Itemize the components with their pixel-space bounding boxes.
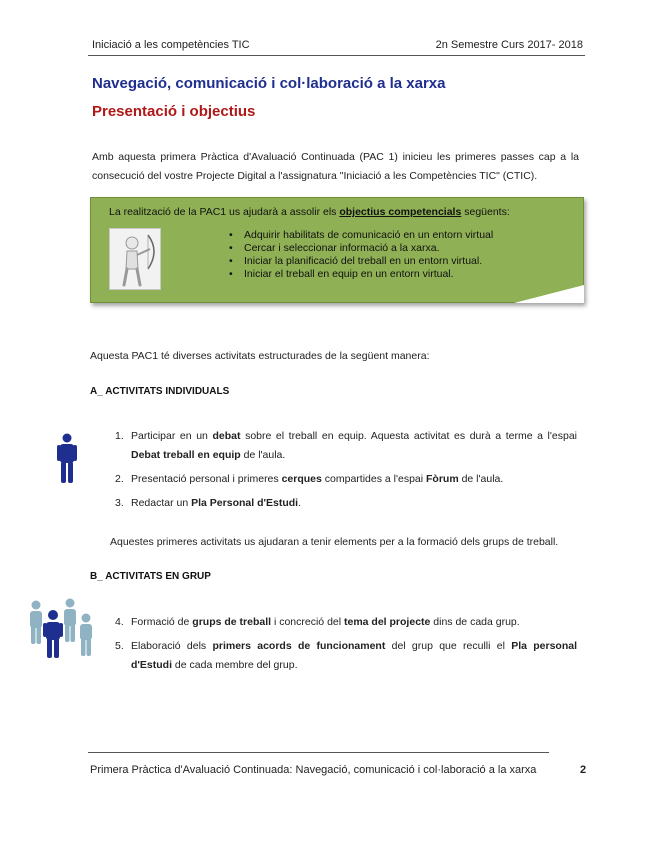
item-number: 1. — [115, 430, 124, 442]
header-course-title: Iniciació a les competències TIC — [92, 39, 250, 51]
objectives-intro: La realització de la PAC1 us ajudarà a assolir els objectius competencials següents: — [109, 206, 510, 218]
bold-text: primers acords de funcionament — [212, 640, 386, 652]
text-segment: sobre el treball en equip. Aquesta activitat es durà a terme a l'espai — [240, 430, 577, 442]
footer-divider — [88, 752, 549, 753]
item-number: 4. — [115, 616, 124, 628]
group-icon — [27, 598, 99, 665]
bold-text: Fòrum — [426, 473, 459, 485]
bold-text: grups de treball — [192, 616, 272, 628]
text-segment: de l'aula. — [458, 473, 504, 485]
bold-text: tema del projecte — [344, 616, 431, 628]
text-segment: Elaboració dels — [131, 640, 213, 652]
bold-text: Debat treball en equip — [131, 449, 241, 461]
text-segment: compartides a l'espai — [321, 473, 426, 485]
bold-text: cerques — [281, 473, 322, 485]
list-item: • Adquirir habilitats de comunicació en un entorn virtual — [229, 229, 493, 242]
bold-text: Pla Personal d'Estudi — [191, 497, 299, 509]
header-divider — [88, 55, 585, 56]
archer-figure-icon — [109, 228, 161, 290]
section-title: Presentació i objectius — [92, 103, 256, 120]
activity-item-4 — [131, 613, 577, 632]
section-a-closing: Aquestes primeres activitats us ajudaran a tenir elements per a la formació dels grups de treball. — [110, 536, 559, 548]
bold-text: Pla personal d'Estudi — [131, 640, 577, 671]
page-number: 2 — [580, 764, 587, 776]
activity-item-5 — [131, 637, 577, 675]
text-segment: dins de cada grup. — [430, 616, 520, 628]
item-number: 5. — [115, 640, 124, 652]
item-number: 3. — [115, 497, 124, 509]
text-segment: i concreció del — [271, 616, 344, 628]
text-segment: Formació de — [131, 616, 193, 628]
intro-paragraph: Amb aquesta primera Pràctica d'Avaluació Continuada (PAC 1) inicieu les primeres passes cap a la consecució del vostre Projecte Digital a l'assignatura "Iniciació a les Competències TIC" (CTIC). — [92, 151, 579, 182]
page-curl — [514, 285, 584, 303]
list-item: • Iniciar el treball en equip en un entorn virtual. — [229, 268, 493, 281]
structure-intro: Aquesta PAC1 té diverses activitats estructurades de la següent manera: — [90, 350, 430, 362]
activity-item-3 — [131, 494, 577, 513]
section-a-heading: A_ ACTIVITATS INDIVIDUALS — [90, 386, 230, 397]
text-segment: del grup que reculli el — [385, 640, 512, 652]
text-segment: de l'aula. — [240, 449, 286, 461]
item-number: 2. — [115, 473, 124, 485]
activity-item-2 — [131, 470, 577, 489]
footer-text: Primera Pràctica d'Avaluació Continuada: Navegació, comunicació i col·laboració a la xarxa — [90, 764, 537, 776]
list-item: • Iniciar la planificació del treball en un entorn virtual. — [229, 255, 493, 268]
activity-item-1 — [131, 427, 577, 465]
page-title: Navegació, comunicació i col·laboració a la xarxa — [92, 75, 446, 92]
text-segment: . — [298, 497, 301, 509]
header-semester: 2n Semestre Curs 2017- 2018 — [435, 39, 583, 51]
text-segment: Presentació personal i primeres — [131, 473, 282, 485]
objectives-list — [229, 229, 493, 281]
text-segment: de cada membre del grup. — [172, 659, 298, 671]
objectives-box — [90, 197, 584, 303]
bold-text: debat — [212, 430, 241, 442]
person-icon — [56, 433, 78, 490]
text-segment: Redactar un — [131, 497, 192, 509]
text-segment: Participar en un — [131, 430, 213, 442]
section-b-heading: B_ ACTIVITATS EN GRUP — [90, 571, 211, 582]
list-item: • Cercar i seleccionar informació a la xarxa. — [229, 242, 493, 255]
